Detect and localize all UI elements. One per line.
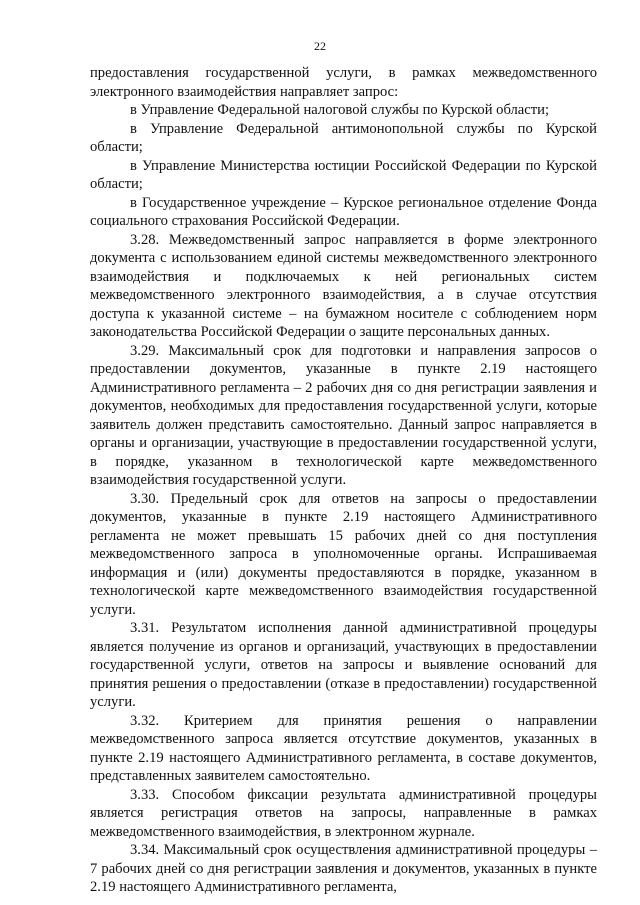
paragraph-request-justice: в Управление Министерства юстиции Российской Федерации по Курской области; bbox=[90, 157, 597, 192]
paragraph-3-31: 3.31. Результатом исполнения данной административной процедуры является получение из органов и организаций, участвующих в предоставлении государственной услуги, ответов на запросы и выявление оснований для принятия решения о предоставлении (отказе в предоставлении) государственной услуги. bbox=[90, 620, 597, 710]
paragraph-3-32: 3.32. Критерием для принятия решения о направлении межведомственного запроса является отсутствие документов, указанных в пункте 2.19 настоящего Административного регламента, в составе документов, представленных заявителем самостоятельно. bbox=[90, 712, 597, 784]
page-number: 22 bbox=[314, 39, 326, 53]
paragraph-request-social-fund: в Государственное учреждение – Курское региональное отделение Фонда социального страхования Российской Федерации. bbox=[90, 194, 597, 229]
paragraph-3-33: 3.33. Способом фиксации результата административной процедуры является регистрация ответов на запросы, направленные в рамках межведомственного взаимодействия, в электронном журнале. bbox=[90, 786, 597, 840]
paragraph-intro: предоставления государственной услуги, в рамках межведомственного электронного взаимодействия направляет запрос: bbox=[90, 65, 597, 100]
document-body bbox=[90, 64, 597, 897]
paragraph-3-30: 3.30. Предельный срок для ответов на запросы о предоставлении документов, указанные в пункте 2.19 настоящего Административного регламента не может превышать 15 рабочих дней со дня поступления межведомственного запроса в уполномоченные органы. Испрашиваемая информация и (или) документы предоставляются в порядке, указанном в технологической карте межведомственного взаимодействия государственной услуги. bbox=[90, 490, 597, 618]
paragraph-3-28: 3.28. Межведомственный запрос направляется в форме электронного документа с использованием единой системы межведомственного электронного взаимодействия и подключаемых к ней региональных систем межведомственного электронного взаимодействия, а в случае отсутствия доступа к указанной системе – на бумажном носителе с соблюдением норм законодательства Российской Федерации о защите персональных данных. bbox=[90, 231, 597, 340]
paragraph-3-29: 3.29. Максимальный срок для подготовки и направления запросов о предоставлении документов, указанные в пункте 2.19 настоящего Административного регламента – 2 рабочих дня со дня регистрации заявления и документов, необходимых для предоставления государственной услуги, которые заявитель должен представить самостоятельно. Данный запрос направляется в органы и организации, участвующие в предоставлении государственной услуги, в порядке, указанном в технологической карте межведомственного взаимодействия государственной услуги. bbox=[90, 342, 597, 488]
paragraph-request-antimonopoly: в Управление Федеральной антимонопольной службы по Курской области; bbox=[90, 120, 597, 155]
paragraph-request-tax: в Управление Федеральной налоговой службы по Курской области; bbox=[130, 102, 549, 118]
paragraph-3-34: 3.34. Максимальный срок осуществления административной процедуры – 7 рабочих дней со дня регистрации заявления и документов, указанных в пункте 2.19 настоящего Административного регламента, bbox=[90, 842, 597, 895]
